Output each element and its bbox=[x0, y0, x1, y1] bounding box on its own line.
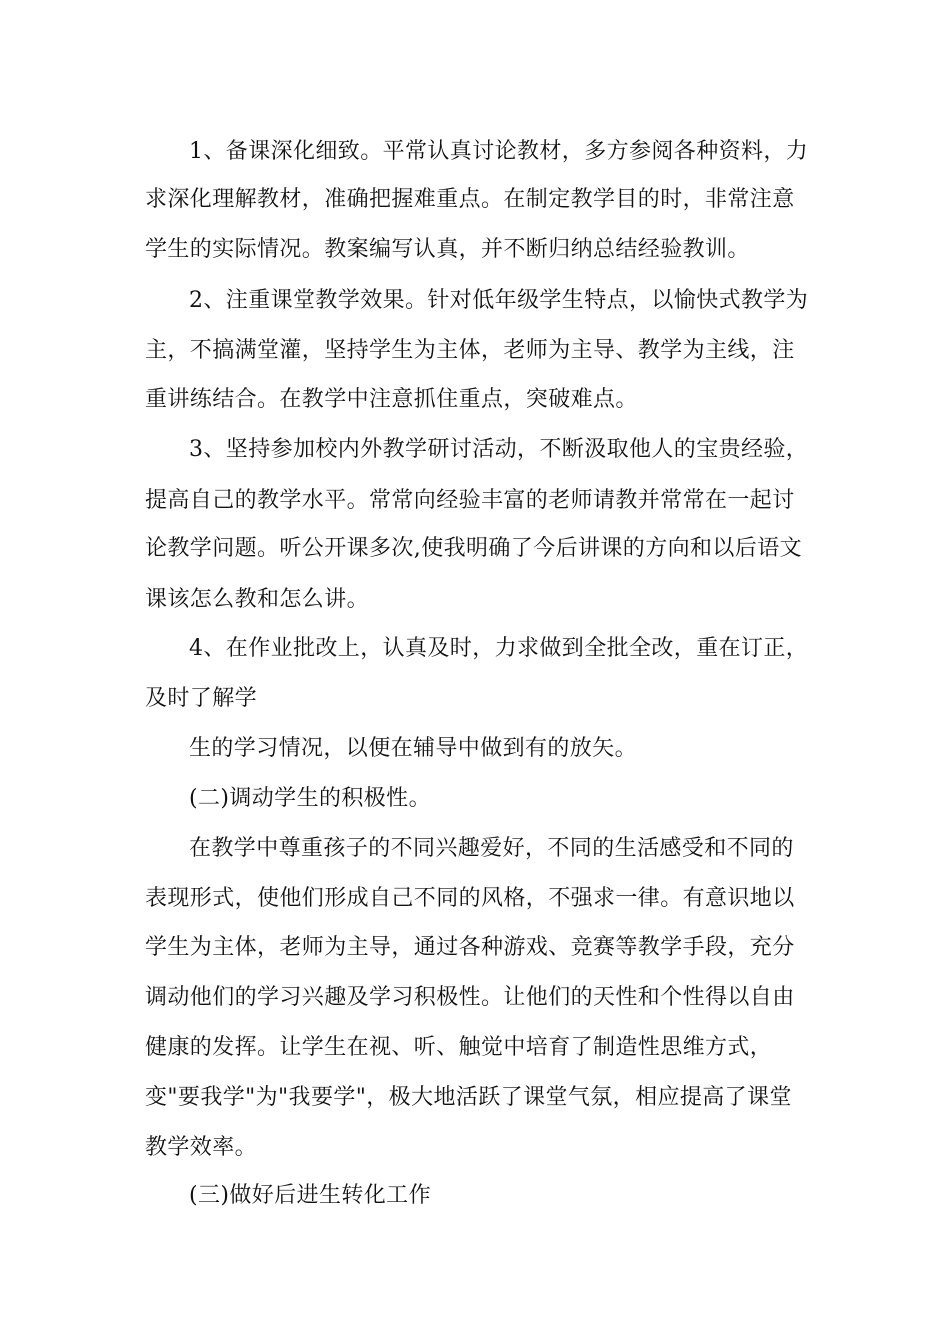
paragraph-2-line-2: 主，不搞满堂灌，坚持学生为主体，老师为主导、教学为主线，注 bbox=[145, 338, 795, 363]
paragraph-3-line-2: 提高自己的教学水平。常常向经验丰富的老师请教并常常在一起讨 bbox=[145, 488, 795, 513]
paragraph-3-line-1: 3、坚持参加校内外教学研讨活动，不断汲取他人的宝贵经验， bbox=[189, 437, 809, 462]
paragraph-2-line-1: 2、注重课堂教学效果。针对低年级学生特点，以愉快式教学为 bbox=[189, 288, 809, 313]
paragraph-1-line-2: 求深化理解教材，准确把握难重点。在制定教学目的时，非常注意 bbox=[145, 187, 795, 212]
paragraph-6-line-1: 在教学中尊重孩子的不同兴趣爱好，不同的生活感受和不同的 bbox=[189, 836, 794, 861]
paragraph-3-line-4: 课该怎么教和怎么讲。 bbox=[145, 587, 370, 612]
paragraph-6-line-2: 表现形式，使他们形成自己不同的风格，不强求一律。有意识地以 bbox=[145, 886, 795, 911]
paragraph-1-line-3: 学生的实际情况。教案编写认真，并不断归纳总结经验教训。 bbox=[145, 237, 750, 262]
paragraph-2-line-3: 重讲练结合。在教学中注意抓住重点，突破难点。 bbox=[145, 387, 638, 412]
paragraph-6-line-4: 调动他们的学习兴趣及学习积极性。让他们的天性和个性得以自由 bbox=[145, 985, 795, 1010]
section-heading-3: (三)做好后进生转化工作 bbox=[189, 1183, 431, 1208]
section-heading-2: (二)调动学生的积极性。 bbox=[189, 786, 431, 811]
paragraph-6-line-3: 学生为主体，老师为主导，通过各种游戏、竞赛等教学手段，充分 bbox=[145, 935, 795, 960]
paragraph-6-line-7: 教学效率。 bbox=[145, 1135, 258, 1160]
paragraph-5-line-1: 生的学习情况，以便在辅导中做到有的放矢。 bbox=[189, 736, 638, 761]
paragraph-6-line-6: 变"要我学"为"我要学"，极大地活跃了课堂气氛，相应提高了课堂 bbox=[145, 1085, 792, 1110]
paragraph-6-line-5: 健康的发挥。让学生在视、听、触觉中培育了制造性思维方式， bbox=[145, 1035, 773, 1060]
paragraph-1-line-1: 1、备课深化细致。平常认真讨论教材，多方参阅各种资料，力 bbox=[189, 139, 809, 164]
paragraph-4-line-2: 及时了解学 bbox=[145, 686, 258, 711]
paragraph-3-line-3: 论教学问题。听公开课多次,使我明确了今后讲课的方向和以后语文 bbox=[145, 536, 802, 561]
paragraph-4-line-1: 4、在作业批改上，认真及时，力求做到全批全改，重在订正， bbox=[189, 636, 809, 661]
